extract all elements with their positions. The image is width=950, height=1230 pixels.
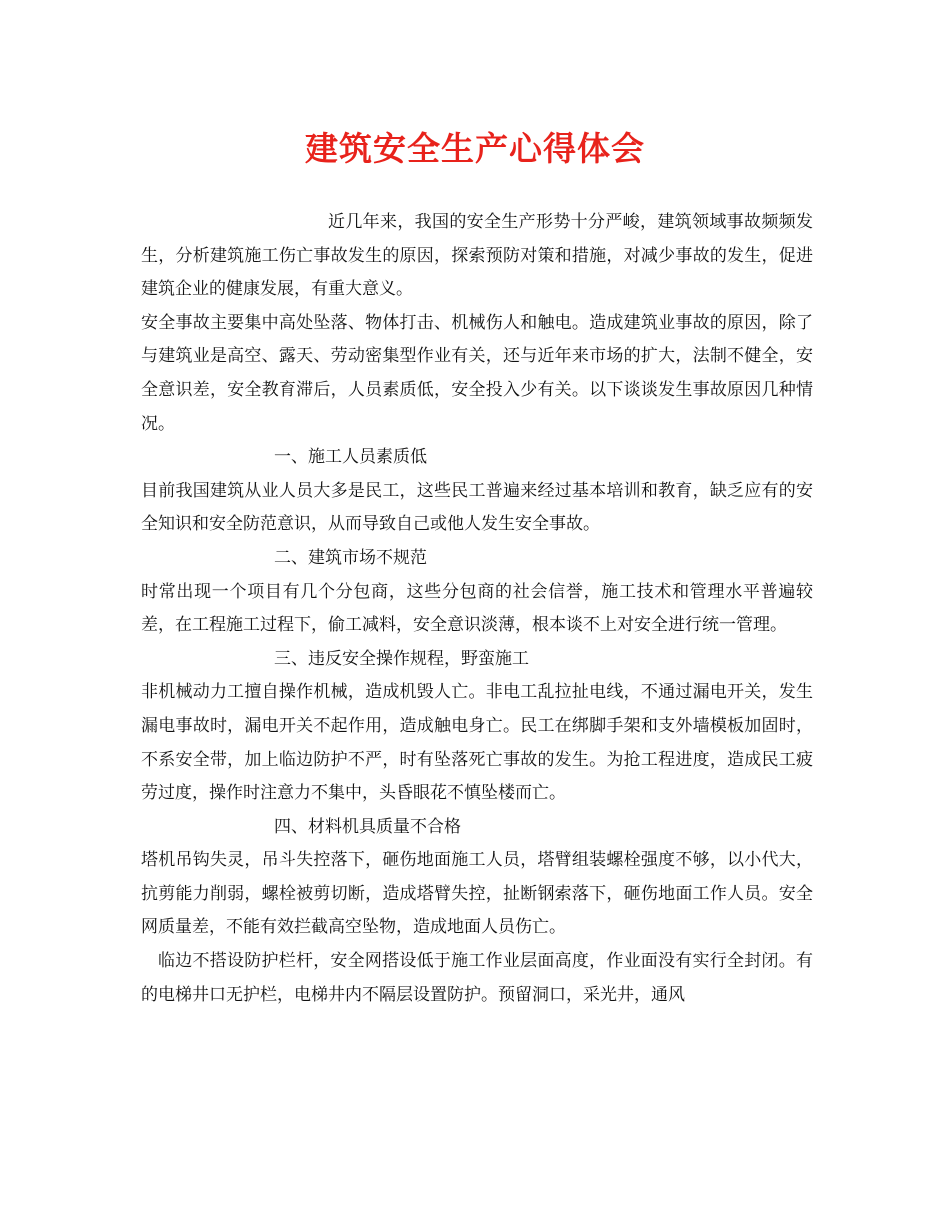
document-title: 建筑安全生产心得体会: [305, 129, 645, 168]
section-heading-1: 一、施工人员素质低: [274, 447, 427, 468]
section-heading-3: 三、违反安全操作规程，野蛮施工: [274, 648, 529, 669]
section-paragraph-1: 目前我国建筑从业人员大多是民工，这些民工普遍来经过基本培训和教育，缺乏应有的安全知识和安全防范意识，从而导致自己或他人发生安全事故。: [141, 480, 813, 535]
section-heading-2: 二、建筑市场不规范: [274, 547, 427, 568]
intro-paragraph: 近几年来，我国的安全生产形势十分严峻，建筑领域事故频频发生，分析建筑施工伤亡事故发生的原因，探索预防对策和措施，对减少事故的发生，促进建筑企业的健康发展，有重大意义。: [141, 212, 813, 300]
section-heading-4: 四、材料机具质量不合格: [274, 816, 461, 837]
document-body: [141, 206, 813, 1012]
section-paragraph-5: 临边不搭设防护栏杆，安全网搭设低于施工作业层面高度，作业面没有实行全封闭。有的电梯井口无护栏，电梯井内不隔层设置防护。预留洞口，采光井，通风: [141, 951, 813, 1005]
section-paragraph-2: 时常出现一个项目有几个分包商，这些分包商的社会信誉，施工技术和管理水平普遍较差，在工程施工过程下，偷工减料，安全意识淡薄，根本谈不上对安全进行统一管理。: [141, 581, 813, 636]
section-paragraph-4: 塔机吊钩失灵，吊斗失控落下，砸伤地面施工人员，塔臂组装螺栓强度不够，以小代大，抗剪能力削弱，螺栓被剪切断，造成塔臂失控，扯断钢索落下，砸伤地面工作人员。安全网质量差，不能有效拦截高空坠物，造成地面人员伤亡。: [141, 850, 813, 938]
section-paragraph-3: 非机械动力工擅自操作机械，造成机毁人亡。非电工乱拉扯电线，不通过漏电开关，发生漏电事故时，漏电开关不起作用，造成触电身亡。民工在绑脚手架和支外墙模板加固时，不系安全带，加上临边防护不严，时有坠落死亡事故的发生。为抢工程进度，造成民工疲劳过度，操作时注意力不集中，头昏眼花不慎坠楼而亡。: [141, 682, 813, 804]
causes-paragraph: 安全事故主要集中高处坠落、物体打击、机械伤人和触电。造成建筑业事故的原因，除了与建筑业是高空、露天、劳动密集型作业有关，还与近年来市场的扩大，法制不健全，安全意识差，安全教育滞后，人员素质低，安全投入少有关。以下谈谈发生事故原因几种情况。: [141, 312, 813, 434]
